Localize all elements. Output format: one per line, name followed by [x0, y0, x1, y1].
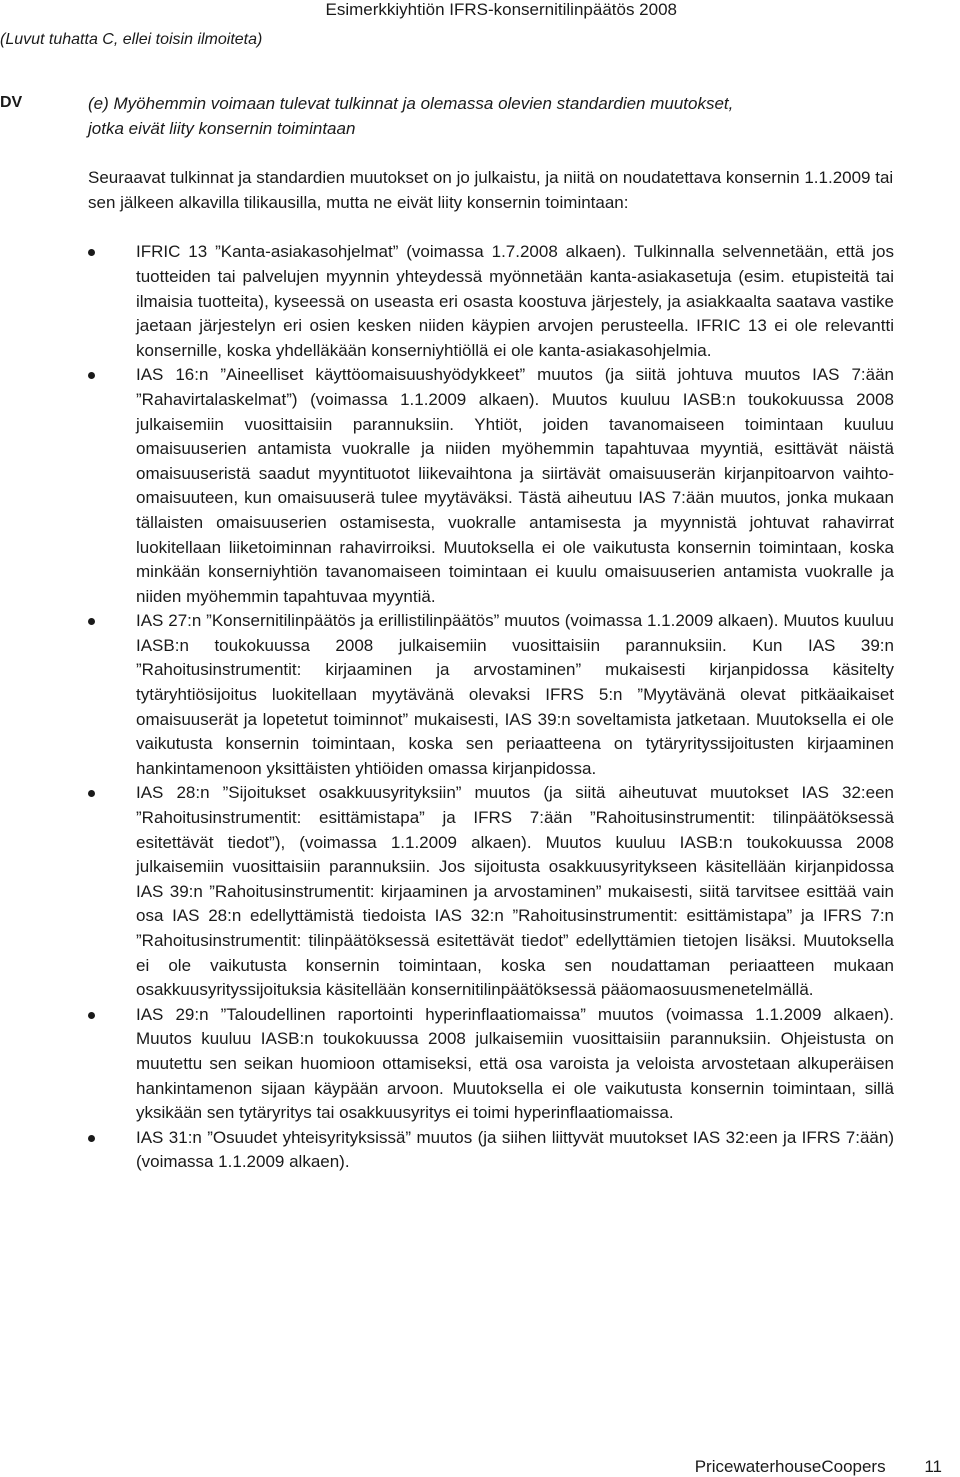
list-item — [88, 781, 894, 1002]
list-item-text: IFRIC 13 ”Kanta-asiakasohjelmat” (voimassa 1.7.2008 alkaen). Tulkinnalla selvennetään, että jos tuotteiden tai palvelujen myynnin yhteydessä myönnetään kanta-asiakasetuja (esim. etupisteitä tai ilmaisia tuotteita), kyseessä on useasta eri osasta koostuva järjestely, ja asiakkaalta saatava vastike jaetaan järjestelyn eri osien kesken niiden käypien arvojen perusteella. IFRIC 13 ei ole relevantti konsernille, koska yhdelläkään konserniyhtiöllä ei ole kanta-asiakasohjelmia. — [136, 242, 894, 360]
section-heading — [88, 92, 894, 141]
bullet-icon — [88, 618, 95, 625]
margin-tag: DV — [0, 94, 23, 111]
bullet-icon — [88, 372, 95, 379]
list-item — [88, 240, 894, 363]
bullet-icon — [88, 249, 95, 256]
list-item-text: IAS 16:n ”Aineelliset käyttöomaisuushyödykkeet” muutos (ja siitä johtuva muutos IAS 7:ään ”Rahavirtalaskelmat”) (voimassa 1.1.2009 alkaen). Muutos kuuluu IASB:n toukokuussa 2008 julkaisemiin vuosittaisiin parannuksiin. Yhtiöt, joiden tavanomaiseen toimintaan kuuluu omaisuuserien antamista vuokralle ja niiden myöhemmin tapahtuvaa myyntiä, esittävät näistä omaisuuseristä saadut myyntituotot liikevaihtona ja siirtävät omaisuuserän kirjanpitoarvon vaihto-omaisuuteen, kun omaisuuserä tulee myytäväksi. Tästä aiheutuu IAS 7:ään muutos, jonka mukaan tällaisten omaisuuserien ostamisesta, vuokralle antamisesta ja myynnistä johtuvat rahavirrat luokitellaan liiketoiminnan rahavirroiksi. Muutoksella ei ole vaikutusta konsernin toimintaan, koska minkään konserniyhtiön tavanomaiseen toimintaan ei kuulu omaisuuserien antamista vuokralle ja niiden myöhemmin tapahtuvaa myyntiä. — [136, 365, 894, 606]
main-content — [88, 92, 894, 1175]
bullet-icon — [88, 1135, 95, 1142]
section-heading-line-1: (e) Myöhemmin voimaan tulevat tulkinnat ja olemassa olevien standardien muutokset, — [88, 94, 734, 113]
footer-company: PricewaterhouseCoopers — [694, 1457, 886, 1476]
page-number: 11 — [924, 1457, 942, 1476]
intro-paragraph: Seuraavat tulkinnat ja standardien muutokset on jo julkaistu, ja niitä on noudatettava konsernin 1.1.2009 tai sen jälkeen alkavilla tilikausilla, mutta ne eivät liity konsernin toimintaan: — [88, 168, 894, 212]
list-item-text: IAS 28:n ”Sijoitukset osakkuusyrityksiin” muutos (ja siitä aiheutuvat muutokset IAS 32:een ”Rahoitusinstrumentit: esittämistapa” ja IFRS 7:ään ”Rahoitusinstrumentit: tilinpäätöksessä esitettävät tiedot”), (voimassa 1.1.2009 alkaen). Muutos kuuluu IASB:n toukokuussa 2008 julkaisemiin vuosittaisiin parannuksiin. Jos sijoitusta osakkuusyritykseen käsitellään kirjanpidossa IAS 39:n ”Rahoitusinstrumentit: kirjaaminen ja arvostaminen” mukaisesti, siitä tarvitsee esittää vain osa IAS 28:n edellyttämistä tiedoista IAS 32:n ”Rahoitusinstrumentit: esittämistapa” ja IFRS 7:n ”Rahoitusinstrumentit: tilinpäätöksessä esitettävät tiedot” edellyttämien tietojen lisäksi. Muutoksella ei ole vaikutusta konsernin toimintaan, koska sen noudattaman periaatteen mukaan osakkuusyrityssijoituksia käsitellään konsernitilinpäätöksessä pääomaosuusmenetelmällä. — [136, 783, 894, 1000]
bullet-icon — [88, 1012, 95, 1019]
page-footer — [695, 1457, 942, 1477]
list-item-text: IAS 29:n ”Taloudellinen raportointi hyperinflaatiomaissa” muutos (voimassa 1.1.2009 alkaen). Muutos kuuluu IASB:n toukokuussa 2008 julkaisemiin vuosittaisiin parannuksiin. Ohjeistusta on muutettu sen seikan huomioon ottamiseksi, että osa varoista ja veloista arvostetaan alkuperäisen hankintamenon sijaan käypään arvoon. Muutoksella ei ole vaikutusta konsernin toimintaan, sillä yksikään sen tytäryritys tai osakkuusyritys ei toimi hyperinflaatiomaissa. — [136, 1004, 894, 1123]
list-item — [88, 363, 894, 609]
section-heading-line-2: jotka eivät liity konsernin toimintaan — [88, 118, 356, 138]
list-item — [88, 1126, 894, 1175]
running-header-title: Esimerkkiyhtiön IFRS-konsernitilinpäätös 2008 — [325, 0, 677, 19]
list-item — [88, 1003, 894, 1126]
list-item — [88, 609, 894, 781]
list-item-text: IAS 31:n ”Osuudet yhteisyrityksissä” muutos (ja siihen liittyvät muutokset IAS 32:een ja IFRS 7:ään)(voimassa 1.1.2009 alkaen). — [136, 1127, 894, 1172]
list-item-text: IAS 27:n ”Konsernitilinpäätös ja erillistilinpäätös” muutos (voimassa 1.1.2009 alkaen). Muutos kuuluu IASB:n toukokuussa 2008 julkaisemiin vuosittaisiin parannuksiin. Kun IAS 39:n ”Rahoitusinstrumentit: kirjaaminen ja arvostaminen” mukaisesti kirjanpidossa käsitelty tytäryhtiösijoitus luokitellaan myytävänä olevaksi IFRS 5:n ”Myytävänä olevat pitkäaikaiset omaisuuserät ja lopetetut toiminnot” mukaisesti, IAS 39:n soveltamista jatketaan. Muutoksella ei ole vaikutusta konsernin toimintaan, koska sen periaatteena on tytäryrityssijoitusten kirjaaminen hankintamenoon yksittäisten yhtiöiden omassa kirjanpidossa. — [136, 611, 894, 778]
bullet-icon — [88, 790, 95, 797]
standards-list — [88, 240, 894, 1175]
units-note: (Luvut tuhatta C, ellei toisin ilmoiteta) — [0, 31, 263, 48]
